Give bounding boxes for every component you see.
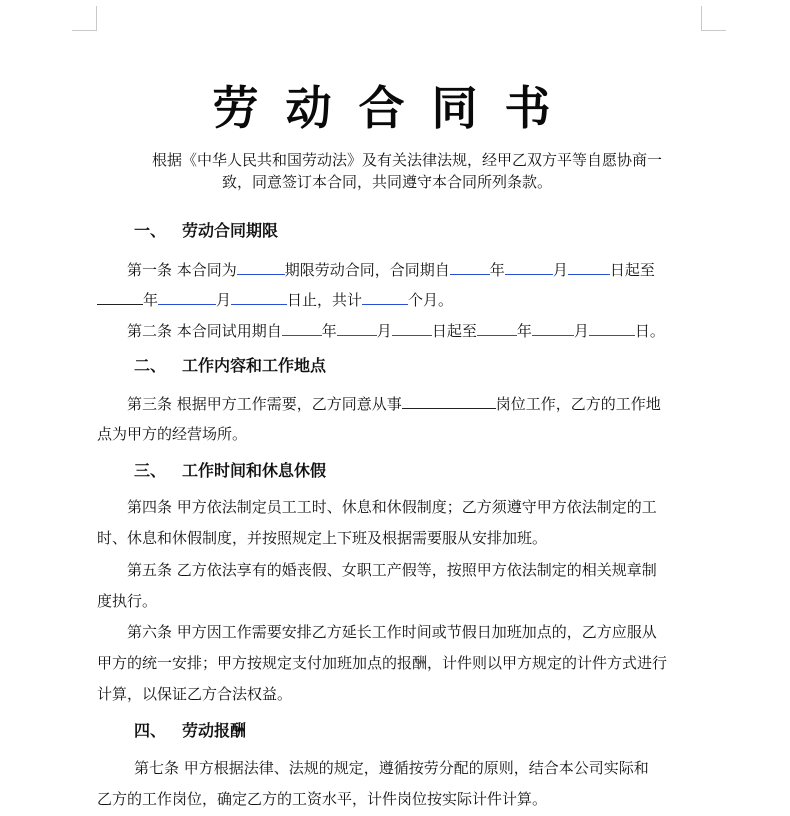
start-day-blank[interactable] bbox=[568, 259, 610, 275]
month-label: 月 bbox=[573, 322, 589, 340]
section-number: 四、 bbox=[134, 721, 167, 740]
probation-end-day-blank[interactable] bbox=[589, 320, 635, 336]
art1-text-a: 第一条 本合同为 bbox=[127, 261, 237, 279]
position-blank[interactable] bbox=[402, 393, 496, 409]
art2-text-day-end: 日。 bbox=[634, 322, 665, 340]
section-title: 工作内容和工作地点 bbox=[182, 356, 327, 375]
article-6-line-3: 计算，以保证乙方合法权益。 bbox=[97, 685, 293, 703]
month-label: 月 bbox=[376, 322, 392, 340]
article-4-line-1: 第四条 甲方依法制定员工工时、休息和休假制度；乙方须遵守甲方依法制定的工 bbox=[127, 498, 657, 516]
article-1-line-1 bbox=[127, 259, 655, 280]
start-month-blank[interactable] bbox=[505, 259, 553, 275]
article-6-line-1: 第六条 甲方因工作需要安排乙方延长工作时间或节假日加班加点的，乙方应服从 bbox=[127, 623, 657, 641]
article-6-line-2: 甲方的统一安排；甲方按规定支付加班加点的报酬，计件则以甲方规定的计件方式进行 bbox=[97, 654, 668, 672]
section-heading-2 bbox=[134, 356, 326, 376]
contract-type-blank[interactable] bbox=[237, 259, 285, 275]
art1-text-months: 个月。 bbox=[408, 291, 454, 309]
year-label: 年 bbox=[321, 322, 337, 340]
article-4-line-2: 时、休息和休假制度，并按照规定上下班及根据需要服从安排加班。 bbox=[97, 529, 548, 547]
crop-mark-top-left bbox=[72, 6, 97, 31]
art1-text-day-end: 日止，共计 bbox=[287, 291, 363, 309]
section-title: 劳动报酬 bbox=[182, 721, 247, 740]
section-heading-4 bbox=[134, 721, 246, 741]
year-label: 年 bbox=[143, 291, 159, 309]
art3-text-a: 第三条 根据甲方工作需要，乙方同意从事 bbox=[127, 395, 402, 413]
section-heading-3 bbox=[134, 461, 326, 481]
art2-text-a: 第二条 本合同试用期自 bbox=[127, 322, 282, 340]
probation-end-month-blank[interactable] bbox=[532, 320, 574, 336]
probation-start-month-blank[interactable] bbox=[337, 320, 377, 336]
article-7-line-1: 第七条 甲方根据法律、法规的规定，遵循按劳分配的原则，结合本公司实际和 bbox=[134, 759, 649, 777]
article-5-line-2: 度执行。 bbox=[97, 592, 158, 610]
year-label: 年 bbox=[489, 261, 505, 279]
art3-text-b: 岗位工作，乙方的工作地 bbox=[495, 395, 661, 413]
probation-end-year-blank[interactable] bbox=[477, 320, 517, 336]
end-day-blank[interactable] bbox=[231, 289, 287, 305]
art1-text-c: 日起至 bbox=[609, 261, 655, 279]
section-title: 工作时间和休息休假 bbox=[182, 461, 327, 480]
section-heading-1 bbox=[134, 221, 278, 241]
month-label: 月 bbox=[552, 261, 568, 279]
probation-start-year-blank[interactable] bbox=[282, 320, 322, 336]
year-label: 年 bbox=[516, 322, 532, 340]
article-7-line-2: 乙方的工作岗位，确定乙方的工资水平，计件岗位按实际计件计算。 bbox=[97, 790, 548, 808]
article-2-line-1 bbox=[127, 320, 665, 341]
probation-start-day-blank[interactable] bbox=[392, 320, 432, 336]
article-5-line-1: 第五条 乙方依法享有的婚丧假、女职工产假等，按照甲方依法制定的相关规章制 bbox=[127, 561, 657, 579]
end-month-blank[interactable] bbox=[158, 289, 216, 305]
article-3-line-2: 点为甲方的经营场所。 bbox=[97, 425, 248, 443]
section-number: 三、 bbox=[134, 461, 167, 480]
section-number: 一、 bbox=[134, 221, 167, 240]
crop-mark-top-right bbox=[701, 6, 726, 31]
document-title: 劳动合同书 bbox=[212, 81, 578, 135]
section-title: 劳动合同期限 bbox=[182, 221, 279, 240]
article-3-line-1 bbox=[127, 393, 661, 414]
article-1-line-2 bbox=[97, 289, 453, 310]
section-number: 二、 bbox=[134, 356, 167, 375]
art2-text-c: 日起至 bbox=[431, 322, 477, 340]
total-months-blank[interactable] bbox=[362, 289, 408, 305]
intro-line-1: 根据《中华人民共和国劳动法》及有关法律法规，经甲乙双方平等自愿协商一 bbox=[152, 151, 663, 169]
intro-line-2: 致，同意签订本合同，共同遵守本合同所列条款。 bbox=[222, 173, 553, 191]
month-label: 月 bbox=[216, 291, 232, 309]
art1-text-b: 期限劳动合同，合同期自 bbox=[284, 261, 450, 279]
start-year-blank[interactable] bbox=[450, 259, 490, 275]
end-year-blank[interactable] bbox=[97, 289, 143, 305]
